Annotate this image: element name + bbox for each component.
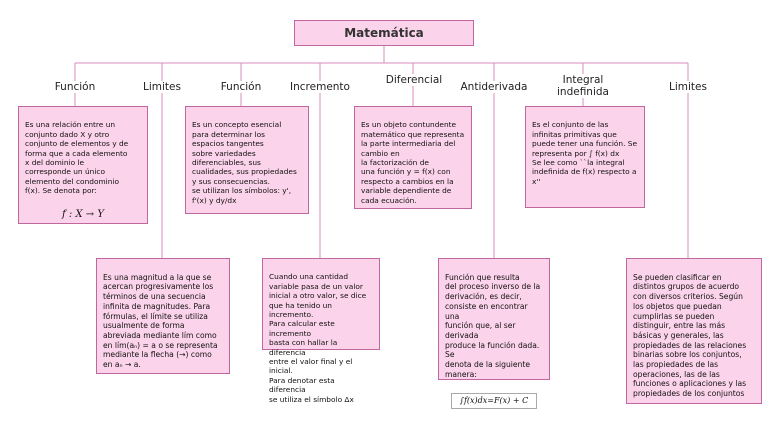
box-incremento: [262, 258, 380, 404]
formula-antiderivada: ∫f(x)dx=F(x) + C: [451, 393, 537, 409]
box-limites-propiedades-text: Se pueden clasificar en distintos grupos de acuerdo con diversos criterios. Según los objetos que puedan cumplirlas se pueden distinguir, entre las más básicas y generales, las propiedades de las relaciones binarias sobre los conjuntos, las propiedades de las operaciones, las de las funciones o aplicaciones y las propiedades de los conjuntos: [633, 272, 747, 399]
label-integral-indefinida: Integral indefinida: [548, 74, 618, 98]
title-box: [294, 20, 474, 46]
label-limites-1: Limites: [138, 81, 186, 93]
box-limites-text: Es una magnitud a la que se acercan progresivamente los términos de una secuencia infinita de magnitudes. Para fórmulas, el límite se utiliza usualmente de forma abreviada mediante lím como en lím(aₙ) = a o se representa mediante la flecha (→) como en aₙ → a.: [103, 272, 218, 370]
label-antiderivada: Antiderivada: [460, 81, 528, 93]
box-antiderivada-text: Función que resulta del proceso inverso de la derivación, es decir, consiste en encontrar una función que, al ser derivada produce la función dada. Se denota de la siguiente manera:: [445, 272, 541, 379]
box-limites: [96, 258, 230, 374]
title-text: Matemática: [344, 26, 424, 40]
box-limites-propiedades: [626, 258, 762, 404]
box-derivada-text: Es un concepto esencial para determinar los espacios tangentes sobre variedades diferenciables, sus cualidades, sus propiedades y sus consecuencias. se utilizan los símbolos: y', f'(x) y dy/dx: [192, 120, 297, 205]
box-antiderivada: [438, 258, 550, 406]
box-incremento-text: Cuando una cantidad variable pasa de un valor inicial a otro valor, se dice que ha tenido un incremento. Para calcular este incremento basta con hallar la diferencia entre el valor final y el inicial. Para denotar esta diferencia se utiliza el símbolo Δx: [269, 272, 367, 404]
box-diferencial-text: Es un objeto contundente matemático que representa la parte intermediaria del cambio en la factorización de una función y = f(x) con respecto a cambios en la variable dependiente de cada ecuación.: [361, 120, 465, 205]
formula-funcion: f : X → Y: [62, 209, 104, 221]
label-diferencial: Diferencial: [382, 74, 446, 86]
label-funcion-1: Función: [48, 81, 102, 93]
label-incremento: Incremento: [288, 81, 352, 93]
box-funcion: [18, 106, 148, 224]
box-funcion-text: Es una relación entre un conjunto dado X y otro conjunto de elementos y de forma que a cada elemento x del dominio le corresponde un único elemento del condominio f(x). Se denota por:: [25, 120, 129, 196]
box-diferencial: [354, 106, 472, 209]
box-integral-indefinida-text: Es el conjunto de las infinitas primitivas que puede tener una función. Se representa por ∫ f(x) dx Se lee como ``la integral indefinida de f(x) respecto a x'': [532, 120, 638, 186]
box-derivada: [185, 106, 309, 214]
label-limites-2: Limites: [664, 81, 712, 93]
box-integral-indefinida: [525, 106, 645, 208]
label-funcion-2: Función: [214, 81, 268, 93]
